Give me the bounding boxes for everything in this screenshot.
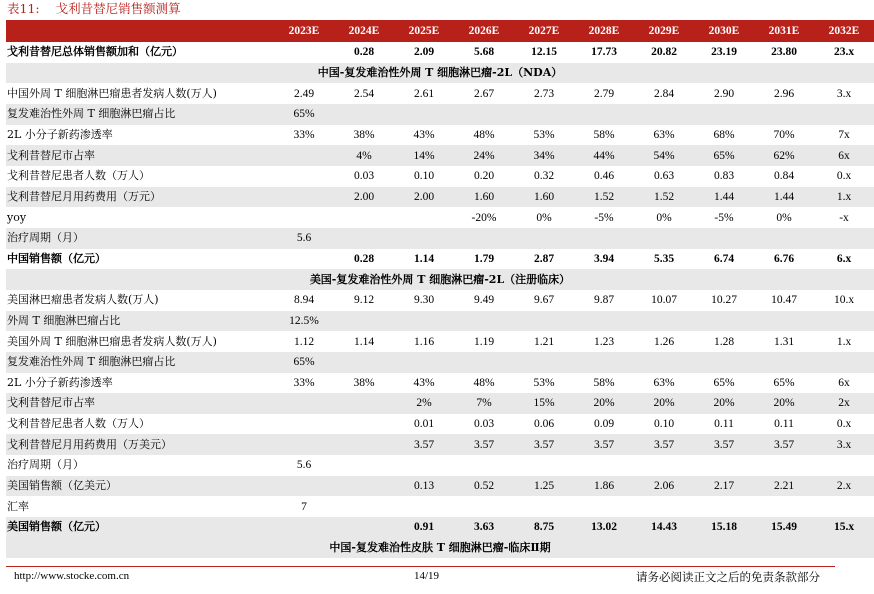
value-cell [814,352,874,373]
value-cell: 2.17 [694,476,754,497]
value-cell [634,228,694,249]
value-cell: 17.73 [591,46,617,59]
section-title: 美国-复发难治性外周 T 细胞淋巴瘤-2L（注册临床） [6,269,874,290]
value-cell: 2x [814,393,874,414]
value-cell: 0.10 [653,418,675,431]
row-label: 复发难治性外周 T 细胞淋巴瘤占比 [6,104,274,125]
value-cell [814,311,874,332]
value-cell [334,352,394,373]
value-cell: 0.13 [394,476,454,497]
value-cell: -5% [714,211,734,224]
value-cell: 2.79 [593,87,615,100]
value-cell: 1.26 [653,335,675,348]
header-cell: 2029E [634,20,694,42]
value-cell [274,393,334,414]
value-cell: 3.57 [754,434,814,455]
row-label: 戈利昔替尼总体销售额加和（亿元） [7,45,183,59]
value-cell: 65% [713,376,735,389]
value-cell: 2.73 [533,87,555,100]
value-cell [514,352,574,373]
value-cell: 10.x [833,294,855,307]
value-cell: 6.x [836,252,852,265]
value-cell [394,496,454,517]
value-cell: 0.01 [413,418,435,431]
value-cell: 0.11 [774,418,794,431]
value-cell: 12.15 [531,46,557,59]
value-cell: 0.06 [533,418,555,431]
value-cell: 9.49 [473,294,495,307]
value-cell [754,228,814,249]
header-cell: 2025E [394,20,454,42]
value-cell: 3.x [836,87,852,100]
row-label: 复发难治性外周 T 细胞淋巴瘤占比 [6,352,274,373]
table-title [7,0,181,18]
value-cell: 2% [394,393,454,414]
value-cell [754,311,814,332]
value-cell: 15% [514,393,574,414]
section-header-row [6,538,874,559]
value-cell: 0.x [836,418,852,431]
table-row [6,290,874,311]
value-cell: 0.20 [473,170,495,183]
value-cell: 1.31 [773,335,795,348]
value-cell: 2.84 [653,87,675,100]
row-label: 治疗周期（月） [7,458,84,472]
value-cell: 0.91 [394,517,454,538]
value-cell [694,496,754,517]
table-row [6,249,874,270]
value-cell: 0% [536,211,552,224]
value-cell: 15.x [814,517,874,538]
value-cell: 62% [754,145,814,166]
table-row [6,373,874,394]
value-cell [274,414,334,435]
value-cell [574,311,634,332]
value-cell: 3.57 [454,434,514,455]
value-cell [814,496,874,517]
table-row [6,42,874,63]
value-cell: -20% [471,211,497,224]
disclaimer-note: 请务必阅读正文之后的免责条款部分 [636,570,820,584]
value-cell: 5.35 [653,252,675,265]
value-cell: 23.x [833,46,855,59]
table-body [6,42,874,558]
value-cell: 3.57 [634,434,694,455]
table-caption: 戈利昔替尼销售额测算 [55,1,181,16]
value-cell: 2.21 [754,476,814,497]
value-cell: 20% [694,393,754,414]
header-cell: 2023E [274,20,334,42]
row-label: 治疗周期（月） [6,228,274,249]
value-cell [514,311,574,332]
value-cell: 0.03 [353,170,375,183]
value-cell: 1.44 [694,187,754,208]
section-title: 中国-复发难治性外周 T 细胞淋巴瘤-2L（NDA） [6,63,874,84]
header-cell: 2032E [814,20,874,42]
value-cell: -5% [594,211,614,224]
value-cell [334,434,394,455]
value-cell: 63% [653,128,675,141]
value-cell: 9.87 [593,294,615,307]
value-cell [634,496,694,517]
value-cell [634,311,694,332]
row-label: 戈利昔替尼月用药费用（万美元） [6,434,274,455]
value-cell [454,352,514,373]
table-row [6,517,874,538]
value-cell [574,228,634,249]
table-row [6,166,874,187]
table-row [6,393,874,414]
header-cell: 2028E [574,20,634,42]
table-row [6,455,874,476]
value-cell: 65% [274,104,334,125]
value-cell: 1.12 [293,335,315,348]
footer-url: http://www.stocke.com.cn [14,570,130,582]
value-cell [694,228,754,249]
value-cell: 1.14 [413,252,435,265]
value-cell [274,42,334,63]
table-row [6,311,874,332]
value-cell: 8.94 [293,294,315,307]
value-cell: 2.90 [713,87,735,100]
value-cell: 12.5% [274,311,334,332]
page-number: 14/19 [414,570,440,582]
value-cell: 1.60 [454,187,514,208]
value-cell: 2.00 [394,187,454,208]
value-cell: 2.96 [773,87,795,100]
value-cell: 9.12 [353,294,375,307]
value-cell: 3.57 [694,434,754,455]
value-cell [334,517,394,538]
value-cell: 23.80 [771,46,797,59]
value-cell: 0.84 [773,170,795,183]
value-cell [394,104,454,125]
value-cell [274,249,334,270]
value-cell [694,311,754,332]
value-cell: 15.18 [694,517,754,538]
table-row [6,187,874,208]
value-cell: 3.94 [593,252,615,265]
value-cell [694,352,754,373]
forecast-table-container [6,20,860,558]
value-cell: 7 [301,500,307,513]
value-cell [274,517,334,538]
value-cell: 20% [574,393,634,414]
value-cell [574,496,634,517]
value-cell: 6.76 [773,252,795,265]
value-cell: 0.11 [714,418,734,431]
value-cell [814,104,874,125]
value-cell [514,496,574,517]
table-row [6,496,874,517]
value-cell: 8.75 [514,517,574,538]
table-row [6,145,874,166]
value-cell [634,352,694,373]
value-cell: 5.68 [473,46,495,59]
value-cell [334,496,394,517]
value-cell [394,207,454,228]
value-cell: 24% [454,145,514,166]
value-cell: 23.19 [711,46,737,59]
value-cell: 33% [293,128,315,141]
value-cell [394,311,454,332]
value-cell [634,455,694,476]
table-row [6,476,874,497]
value-cell: 53% [533,128,555,141]
value-cell: 48% [473,128,495,141]
header-cell: 2026E [454,20,514,42]
value-cell: 53% [533,376,555,389]
row-label: 戈利昔替尼市占率 [6,145,274,166]
table-row [6,125,874,146]
value-cell: 3.57 [514,434,574,455]
value-cell: 0.52 [454,476,514,497]
value-cell [274,145,334,166]
value-cell: 65% [274,352,334,373]
value-cell: 1.19 [473,335,495,348]
row-label: 汇率 [7,499,29,513]
row-label: 戈利昔替尼患者人数（万人） [7,169,150,183]
value-cell: 54% [634,145,694,166]
value-cell: 1.16 [413,335,435,348]
table-row [6,414,874,435]
value-cell: 1.79 [473,252,495,265]
footer-divider [6,566,835,567]
row-label: yoy [7,210,27,224]
value-cell [454,455,514,476]
value-cell: 0.03 [473,418,495,431]
table-row [6,352,874,373]
value-cell [634,104,694,125]
value-cell: 2.x [814,476,874,497]
value-cell: 1.x [836,335,852,348]
value-cell [754,455,814,476]
row-label: 美国外周 T 细胞淋巴瘤患者发病人数(万人) [7,334,217,348]
value-cell: 7% [454,393,514,414]
table-row [6,104,874,125]
value-cell [814,228,874,249]
value-cell: 0.83 [713,170,735,183]
value-cell: 43% [413,376,435,389]
value-cell: 3.57 [394,434,454,455]
value-cell: 33% [293,376,315,389]
value-cell [574,352,634,373]
value-cell [574,455,634,476]
section-header-row [6,63,874,84]
value-cell [334,455,394,476]
row-label: 美国销售额（亿美元） [6,476,274,497]
value-cell: 15.49 [754,517,814,538]
value-cell: 38% [353,128,375,141]
value-cell: 43% [413,128,435,141]
table-row [6,83,874,104]
header-cell: 2030E [694,20,754,42]
table-row [6,207,874,228]
value-cell [454,228,514,249]
value-cell: 2.49 [293,87,315,100]
row-label: 外周 T 细胞淋巴瘤占比 [6,311,274,332]
value-cell: 1.52 [574,187,634,208]
value-cell [394,228,454,249]
value-cell: 0.09 [593,418,615,431]
value-cell: 4% [334,145,394,166]
value-cell: 1.21 [533,335,555,348]
row-label: 美国淋巴瘤患者发病人数(万人) [7,293,159,307]
value-cell: 65% [773,376,795,389]
value-cell [334,476,394,497]
value-cell: -x [839,211,849,224]
value-cell [394,352,454,373]
value-cell: 1.14 [353,335,375,348]
value-cell [454,496,514,517]
value-cell: 20% [634,393,694,414]
value-cell [754,496,814,517]
table-row [6,434,874,455]
value-cell [694,455,754,476]
value-cell: 1.28 [713,335,735,348]
value-cell [334,393,394,414]
value-cell: 1.44 [754,187,814,208]
value-cell: 2.06 [634,476,694,497]
value-cell: 2.00 [334,187,394,208]
sales-forecast-table [6,20,874,558]
row-label: 戈利昔替尼市占率 [6,393,274,414]
value-cell [394,455,454,476]
value-cell: 1.86 [574,476,634,497]
value-cell [274,434,334,455]
value-cell: 34% [514,145,574,166]
value-cell: 0.x [836,170,852,183]
value-cell: 65% [694,145,754,166]
value-cell: 1.x [814,187,874,208]
value-cell [754,104,814,125]
value-cell [334,228,394,249]
value-cell: 3.x [814,434,874,455]
value-cell [274,207,334,228]
value-cell: 0.32 [533,170,555,183]
value-cell: 0.46 [593,170,615,183]
row-label: 美国销售额（亿元） [6,517,274,538]
value-cell [274,187,334,208]
value-cell: 1.25 [514,476,574,497]
value-cell: 6.74 [713,252,735,265]
value-cell: 63% [653,376,675,389]
value-cell: 58% [593,128,615,141]
section-title: 中国-复发难治性皮肤 T 细胞淋巴瘤-临床Ⅱ期 [6,538,874,559]
value-cell: 2.67 [473,87,495,100]
value-cell: 0.10 [413,170,435,183]
header-cell: 2024E [334,20,394,42]
value-cell: 2.54 [353,87,375,100]
value-cell: 14% [394,145,454,166]
value-cell: 10.27 [711,294,737,307]
row-label: 中国销售额（亿元） [7,251,106,265]
row-label: 2L 小分子新药渗透率 [7,127,113,141]
value-cell [274,166,334,187]
row-label: 2L 小分子新药渗透率 [7,375,113,389]
value-cell: 0% [776,211,792,224]
value-cell: 9.67 [533,294,555,307]
value-cell: 38% [353,376,375,389]
value-cell: 6x [838,376,850,389]
value-cell: 6x [814,145,874,166]
value-cell: 10.47 [771,294,797,307]
value-cell: 7x [838,128,850,141]
value-cell [814,455,874,476]
value-cell: 0.28 [353,46,375,59]
header-cell: 2031E [754,20,814,42]
value-cell [334,207,394,228]
value-cell: 2.87 [533,252,555,265]
table-number: 表11: [7,1,40,16]
value-cell: 58% [593,376,615,389]
table-row [6,331,874,352]
value-cell: 44% [574,145,634,166]
value-cell: 5.6 [296,459,312,472]
value-cell: 1.60 [514,187,574,208]
row-label: 戈利昔替尼月用药费用（万元） [6,187,274,208]
value-cell: 0.63 [653,170,675,183]
value-cell: 9.30 [413,294,435,307]
table-row [6,228,874,249]
value-cell [334,311,394,332]
value-cell: 1.52 [634,187,694,208]
value-cell [514,104,574,125]
value-cell: 2.61 [413,87,435,100]
value-cell: 0% [656,211,672,224]
value-cell: 20.82 [651,46,677,59]
value-cell [334,104,394,125]
header-cell [6,20,274,42]
value-cell: 10.07 [651,294,677,307]
row-label: 中国外周 T 细胞淋巴瘤患者发病人数(万人) [7,86,217,100]
value-cell [454,104,514,125]
header-row [6,20,874,42]
value-cell: 2.09 [413,46,435,59]
value-cell [454,311,514,332]
value-cell: 13.02 [574,517,634,538]
section-header-row [6,269,874,290]
value-cell: 3.63 [454,517,514,538]
value-cell [514,455,574,476]
value-cell [694,104,754,125]
value-cell [274,476,334,497]
value-cell: 48% [473,376,495,389]
header-cell: 2027E [514,20,574,42]
value-cell: 3.57 [574,434,634,455]
value-cell [514,228,574,249]
value-cell: 70% [773,128,795,141]
value-cell: 14.43 [634,517,694,538]
row-label: 戈利昔替尼患者人数（万人） [7,417,150,431]
value-cell: 0.28 [353,252,375,265]
value-cell: 5.6 [274,228,334,249]
value-cell: 68% [713,128,735,141]
value-cell [754,352,814,373]
value-cell: 1.23 [593,335,615,348]
value-cell [574,104,634,125]
value-cell [334,414,394,435]
value-cell: 20% [754,393,814,414]
